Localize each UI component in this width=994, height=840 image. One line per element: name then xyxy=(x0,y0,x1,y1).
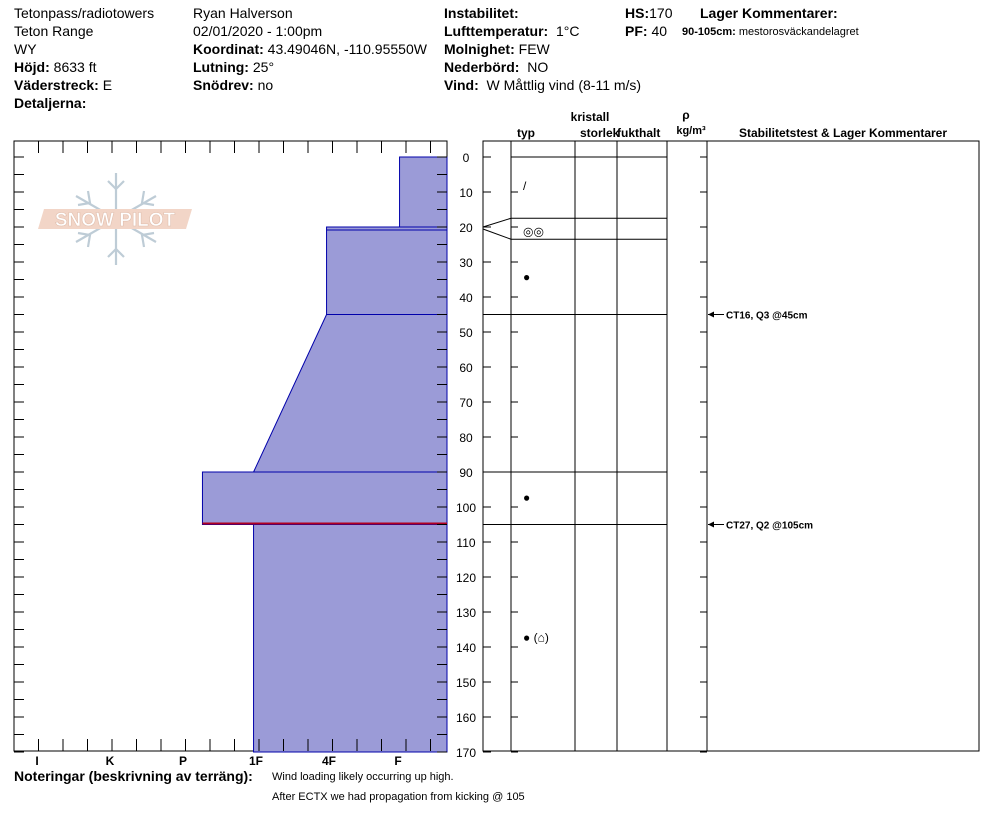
depth-label-10: 10 xyxy=(459,186,473,200)
grain-symbol-2: ● xyxy=(523,270,531,284)
grain-table-frame xyxy=(483,141,979,751)
col-crystal-header: kristall xyxy=(570,110,610,124)
grain-symbol-1: ◎◎ xyxy=(523,224,544,239)
depth-label-100: 100 xyxy=(455,501,477,515)
grain-table xyxy=(483,108,979,752)
hardness-layer-2 xyxy=(254,315,447,473)
drift-value: no xyxy=(257,77,274,93)
depth-label-50: 50 xyxy=(459,326,473,340)
depth-label-170: 170 xyxy=(455,746,477,760)
hardness-label-4F: 4F xyxy=(321,754,337,768)
grain-symbol-3: ● xyxy=(523,490,531,505)
depth-label-40: 40 xyxy=(459,291,473,305)
range-name: Teton Range xyxy=(14,23,94,39)
notes-label: Noteringar (beskrivning av terräng): xyxy=(14,768,253,784)
connector-20-upper xyxy=(483,218,511,227)
layer-comments-title: Lager Kommentarer: xyxy=(700,5,838,21)
pf-row: PF: 40 xyxy=(625,23,668,39)
depth-label-110: 110 xyxy=(456,536,476,550)
elevation-row: Höjd: 8633 ft xyxy=(14,59,97,75)
coordinate-value: 43.49046N, -110.95550W xyxy=(267,41,427,57)
coordinate-row: Koordinat: 43.49046N, -110.95550W xyxy=(193,41,427,57)
sky-value: FEW xyxy=(518,41,550,57)
sky-row: Molnighet: FEW xyxy=(444,41,550,57)
connector-20-lower xyxy=(483,229,511,239)
snowpilot-logo xyxy=(38,173,192,265)
col-rho-header: ρ xyxy=(682,108,690,122)
layer-comment-text: mestorosväckandelagret xyxy=(738,26,859,38)
hardness-label-P: P xyxy=(178,754,188,768)
hardness-layer-1 xyxy=(327,227,447,315)
hardness-layer-4 xyxy=(254,525,447,753)
depth-label-160: 160 xyxy=(455,711,477,725)
airtemp-value: 1°C xyxy=(556,23,580,39)
notes-line-1: Wind loading likely occurring up high. xyxy=(272,771,454,783)
slope-row: Lutning: 25° xyxy=(193,59,275,75)
logo-text: SNOW PILOT xyxy=(54,210,176,231)
precip-value: NO xyxy=(527,59,549,75)
pf-value: 40 xyxy=(651,23,668,39)
hardness-label-F: F xyxy=(394,754,402,768)
depth-label-140: 140 xyxy=(455,641,477,655)
precip-row: Nederbörd: NO xyxy=(444,59,549,75)
depth-label-30: 30 xyxy=(459,256,473,270)
layer-comment-range: 90-105cm: xyxy=(682,26,736,38)
hardness-label-K: K xyxy=(105,754,115,768)
hardness-label-I: I xyxy=(35,754,39,768)
grain-symbol-4: ● (⌂) xyxy=(523,630,549,645)
depth-label-120: 120 xyxy=(455,571,477,585)
col-type-header: typ xyxy=(517,126,535,140)
depth-label-20: 20 xyxy=(459,221,473,235)
details-row: Detaljerna: xyxy=(14,95,87,111)
wind-value: W Måttlig vind (8-11 m/s) xyxy=(486,77,642,93)
depth-label-60: 60 xyxy=(459,361,473,375)
wind-row: Vind: W Måttlig vind (8-11 m/s) xyxy=(444,77,642,93)
observation-datetime: 02/01/2020 - 1:00pm xyxy=(193,23,323,39)
stability-label-0: CT16, Q3 @45cm xyxy=(726,310,808,322)
observer-name: Ryan Halverson xyxy=(193,5,293,21)
depth-label-130: 130 xyxy=(455,606,477,620)
stability-label-1: CT27, Q2 @105cm xyxy=(726,520,814,532)
slope-value: 25° xyxy=(252,59,275,75)
depth-label-0: 0 xyxy=(462,151,470,165)
elevation-value: 8633 ft xyxy=(53,59,97,75)
hardness-layer-3 xyxy=(202,472,447,525)
hs-row: HS:170 xyxy=(625,5,673,21)
depth-label-90: 90 xyxy=(459,466,473,480)
stability-arrowhead-0 xyxy=(708,312,714,318)
col-stability-header: Stabilitetstest & Lager Kommentarer xyxy=(738,126,948,140)
col-size-header: storlek xyxy=(580,126,620,140)
hardness-label-1F: 1F xyxy=(248,754,264,768)
state-name: WY xyxy=(14,41,37,57)
aspect-value: E xyxy=(102,77,113,93)
depth-label-70: 70 xyxy=(459,396,473,410)
location-name: Tetonpass/radiotowers xyxy=(14,5,155,21)
col-density-header: kg/m³ xyxy=(676,125,706,137)
drift-row: Snödrev: no xyxy=(193,77,274,93)
notes-line-2: After ECTX we had propagation from kicking @ 105 xyxy=(272,791,525,803)
aspect-row: Väderstreck: E xyxy=(14,77,113,93)
hardness-plot xyxy=(14,141,447,768)
stability-arrowhead-1 xyxy=(708,522,714,528)
col-moisture-header: fukthalt xyxy=(617,126,661,140)
airtemp-row: Lufttemperatur: 1°C xyxy=(444,23,580,39)
grain-symbol-0: / xyxy=(523,179,527,193)
depth-label-80: 80 xyxy=(459,431,473,445)
instability-row: Instabilitet: xyxy=(444,5,519,21)
depth-label-150: 150 xyxy=(455,676,477,690)
hs-value: 170 xyxy=(649,5,673,21)
